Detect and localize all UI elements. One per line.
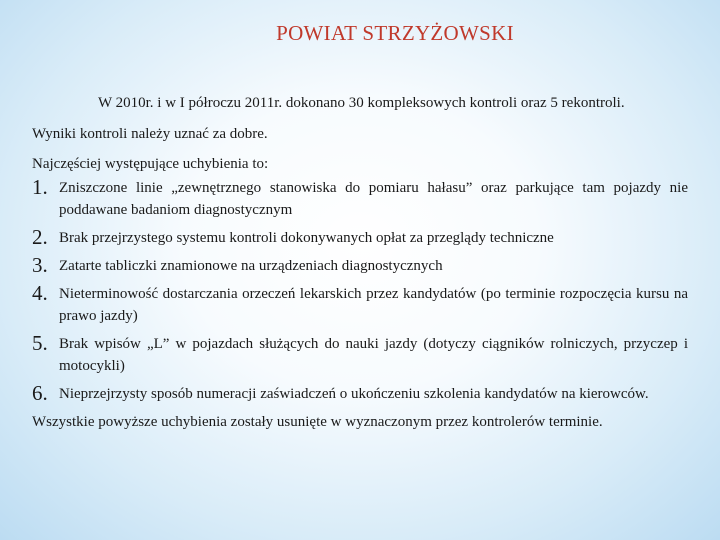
list-item [32, 227, 688, 249]
slide-content [32, 92, 688, 433]
list-item-text: Brak wpisów „L” w pojazdach służących do nauki jazdy (dotyczy ciągników rolniczych, przyczep i motocykli) [59, 336, 688, 374]
results-paragraph: Wyniki kontroli należy uznać za dobre. [32, 126, 268, 142]
lead-paragraph: Najczęściej występujące uchybienia to: [32, 156, 269, 172]
list-item-text: Nieterminowość dostarczania orzeczeń lekarskich przez kandydatów (po terminie rozpoczęcia kursu na prawo jazdy) [59, 286, 688, 324]
list-item-text: Zatarte tabliczki znamionowe na urządzeniach diagnostycznych [59, 258, 443, 274]
intro-paragraph: W 2010r. i w I półroczu 2011r. dokonano 30 kompleksowych kontroli oraz 5 rekontroli. [98, 95, 625, 111]
list-item-text: Nieprzejrzysty sposób numeracji zaświadczeń o ukończeniu szkolenia kandydatów na kierowców. [59, 386, 649, 402]
list-item-number: 6. [32, 381, 48, 405]
list-item [32, 383, 688, 405]
list-item-number: 2. [32, 225, 48, 249]
list-item-number: 5. [32, 331, 48, 355]
list-item-text: Brak przejrzystego systemu kontroli dokonywanych opłat za przeglądy techniczne [59, 230, 554, 246]
list-item [32, 177, 688, 221]
list-item [32, 283, 688, 327]
list-item-number: 4. [32, 281, 48, 305]
list-item-text: Zniszczone linie „zewnętrznego stanowiska do pomiaru hałasu” oraz parkujące tam pojazdy nie poddawane badaniom diagnostycznym [59, 180, 688, 218]
list-item-number: 3. [32, 253, 48, 277]
slide-title: POWIAT STRZYŻOWSKI [276, 21, 514, 45]
violations-list [32, 177, 688, 405]
list-item [32, 333, 688, 377]
list-item [32, 255, 688, 277]
final-paragraph: Wszystkie powyższe uchybienia zostały usunięte w wyznaczonym przez kontrolerów terminie. [32, 414, 603, 430]
list-item-number: 1. [32, 175, 48, 199]
